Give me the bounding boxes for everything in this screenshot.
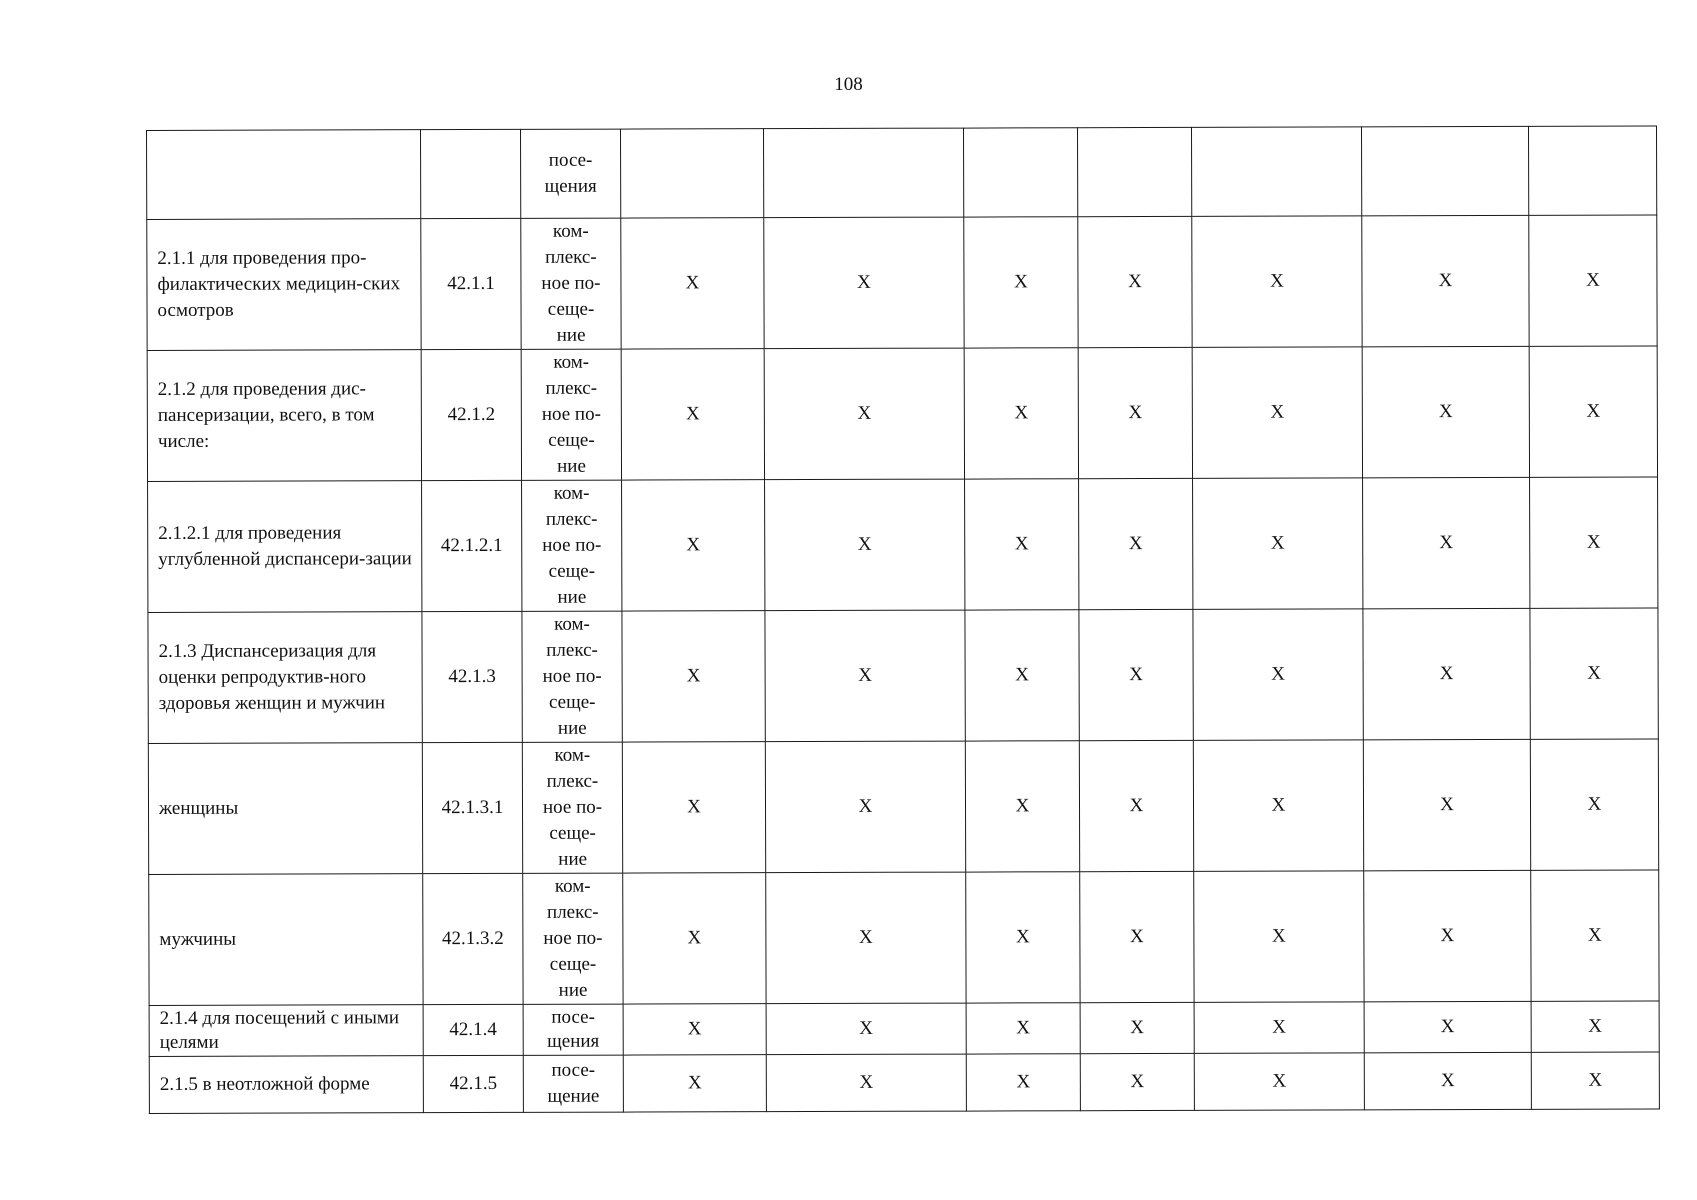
table-sheet	[146, 126, 1659, 1114]
mark-cell: Х	[1364, 1001, 1531, 1052]
mark-cell: Х	[1531, 1052, 1659, 1109]
mark-cell: Х	[1193, 609, 1363, 741]
table-row	[149, 1001, 1659, 1056]
row-code: 42.1.3	[422, 611, 522, 742]
mark-cell	[1361, 126, 1528, 215]
mark-cell: Х	[966, 1054, 1080, 1111]
mark-cell: Х	[1364, 870, 1531, 1001]
row-unit: ком- плекс- ное по- сеще- ние	[522, 480, 622, 611]
mark-cell: Х	[765, 741, 965, 873]
row-unit: посе- щение	[523, 1055, 623, 1112]
mark-cell	[763, 128, 963, 218]
mark-cell: Х	[1363, 608, 1530, 739]
table-row	[149, 870, 1659, 1005]
row-code: 42.1.1	[421, 218, 521, 349]
mark-cell: Х	[1079, 609, 1193, 740]
mark-cell: Х	[621, 349, 764, 480]
row-name: 2.1.2 для проведения дис-пансеризации, всего, в том числе:	[147, 350, 421, 482]
mark-cell: Х	[764, 348, 964, 480]
mark-cell: Х	[1530, 608, 1658, 739]
row-code: 42.1.2	[421, 349, 521, 480]
row-unit: ком- плекс- ное по- сеще- ние	[522, 611, 622, 742]
mark-cell: Х	[1530, 739, 1658, 870]
mark-cell: Х	[1362, 346, 1529, 477]
mark-cell: Х	[765, 610, 965, 742]
mark-cell: Х	[623, 1004, 766, 1055]
row-name: 2.1.1 для проведения про-филактических медицин-ских осмотров	[147, 219, 421, 351]
mark-cell: Х	[1194, 871, 1364, 1003]
row-name: мужчины	[149, 874, 423, 1006]
row-code	[421, 129, 521, 218]
page-number: 108	[834, 74, 863, 95]
mark-cell: Х	[766, 1003, 966, 1055]
mark-cell: Х	[1531, 870, 1659, 1001]
mark-cell	[620, 129, 763, 218]
row-unit: ком- плекс- ное по- сеще- ние	[521, 218, 621, 349]
row-code: 42.1.3.2	[423, 873, 523, 1004]
mark-cell: Х	[1531, 1001, 1659, 1052]
row-name	[147, 130, 421, 220]
mark-cell: Х	[622, 742, 765, 873]
mark-cell: Х	[1079, 740, 1193, 871]
table-row	[148, 477, 1658, 612]
mark-cell: Х	[1192, 216, 1362, 348]
mark-cell: Х	[623, 873, 766, 1004]
table-row	[147, 126, 1657, 219]
mark-cell: Х	[1078, 216, 1192, 347]
row-unit: ком- плекс- ное по- сеще- ние	[522, 742, 622, 873]
mark-cell: Х	[764, 217, 964, 349]
row-code: 42.1.5	[423, 1055, 523, 1112]
mark-cell: Х	[766, 872, 966, 1004]
table-row	[148, 608, 1658, 743]
row-unit: ком- плекс- ное по- сеще- ние	[521, 349, 621, 480]
table-row	[148, 739, 1658, 874]
mark-cell: Х	[622, 611, 765, 742]
row-code: 42.1.2.1	[422, 480, 522, 611]
mark-cell: Х	[621, 218, 764, 349]
table-row	[147, 215, 1657, 350]
mark-cell: Х	[965, 610, 1079, 741]
row-unit: ком- плекс- ное по- сеще- ние	[523, 873, 623, 1004]
mark-cell: Х	[1080, 1053, 1194, 1110]
mark-cell: Х	[1078, 347, 1192, 478]
mark-cell: Х	[966, 872, 1080, 1003]
row-name: 2.1.5 в неотложной форме	[149, 1056, 423, 1114]
mark-cell: Х	[1194, 1002, 1364, 1054]
mark-cell: Х	[1529, 346, 1657, 477]
mark-cell	[963, 128, 1077, 217]
mark-cell: Х	[1530, 477, 1658, 608]
mark-cell: Х	[1364, 1052, 1531, 1109]
mark-cell: Х	[965, 741, 1079, 872]
mark-cell: Х	[1529, 215, 1657, 346]
row-code: 42.1.4	[423, 1004, 523, 1055]
mark-cell: Х	[1080, 1002, 1194, 1053]
mark-cell: Х	[965, 479, 1079, 610]
mark-cell: Х	[766, 1054, 966, 1112]
mark-cell: Х	[964, 348, 1078, 479]
mark-cell: Х	[1079, 478, 1193, 609]
mark-cell: Х	[966, 1003, 1080, 1054]
mark-cell	[1528, 126, 1656, 215]
mark-cell: Х	[1194, 1053, 1364, 1111]
mark-cell: Х	[1363, 739, 1530, 870]
mark-cell: Х	[964, 217, 1078, 348]
mark-cell: Х	[1080, 871, 1194, 1002]
mark-cell: Х	[622, 480, 765, 611]
mark-cell	[1077, 127, 1191, 216]
mark-cell: Х	[623, 1055, 766, 1112]
row-name: женщины	[148, 743, 422, 875]
mark-cell: Х	[765, 479, 965, 611]
row-code: 42.1.3.1	[422, 742, 522, 873]
table-row	[147, 346, 1657, 481]
table-row	[149, 1052, 1659, 1113]
row-name: 2.1.3 Диспансеризация для оценки репродуктив-ного здоровья женщин и мужчин	[148, 612, 422, 744]
mark-cell: Х	[1362, 215, 1529, 346]
row-unit: посе- щения	[523, 1004, 623, 1055]
indicator-table	[146, 126, 1660, 1114]
row-name: 2.1.4 для посещений с иными целями	[149, 1005, 423, 1057]
mark-cell: Х	[1193, 478, 1363, 610]
row-name: 2.1.2.1 для проведения углубленной диспансери-зации	[148, 481, 422, 613]
mark-cell: Х	[1193, 740, 1363, 872]
mark-cell	[1191, 127, 1361, 217]
row-unit: посе- щения	[520, 129, 620, 218]
mark-cell: Х	[1363, 477, 1530, 608]
mark-cell: Х	[1192, 347, 1362, 479]
